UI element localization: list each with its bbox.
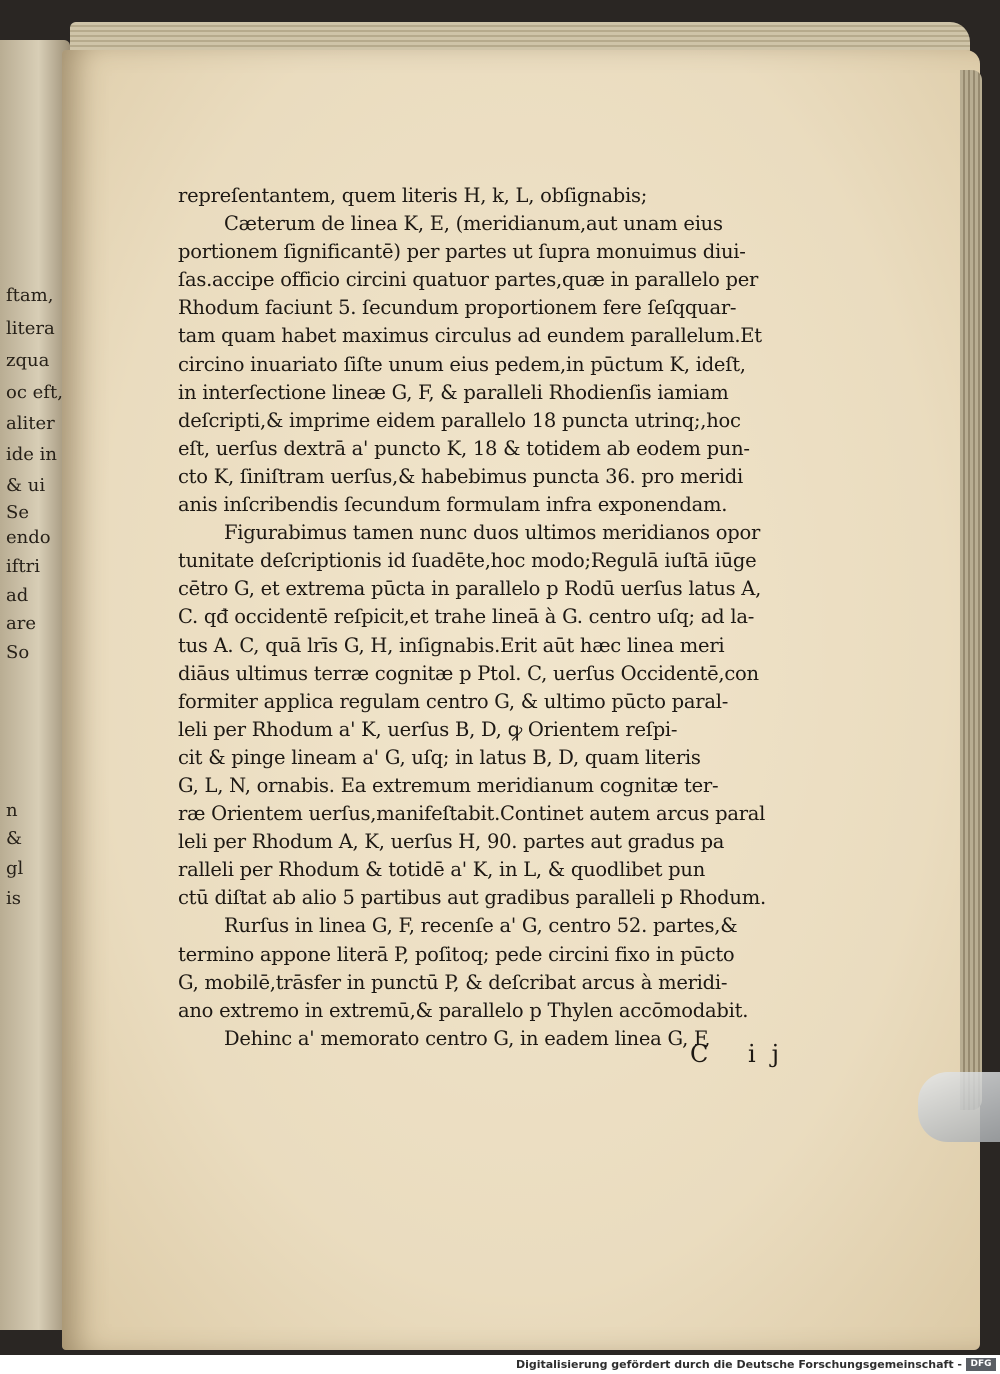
text-line: Cæterum de linea K, E, (meridianum,aut unam eius [224, 212, 723, 236]
text-line: formiter applica regulam centro G, & ultimo pūcto paral- [178, 689, 729, 713]
text-line: tunitate deſcriptionis id ſuadēte,hoc modo;Regulā iuſtā iūge [178, 549, 757, 573]
footer-credit: Digitalisierung gefördert durch die Deutsche Forschungsgemeinschaft - [515, 1358, 962, 1371]
text-line: ralleli per Rhodum & totidē a' K, in L, & quodlibet pun [178, 858, 706, 882]
text-line: portionem ſignificantē) per partes ut ſupra monuimus diui- [178, 240, 746, 264]
text-line: C. qđ occidentē reſpicit,et trahe lineā à G. centro uſq; ad la- [178, 605, 755, 629]
text-line: G, L, N, ornabis. Ea extremum meridianum cognitæ ter- [178, 773, 719, 797]
facing-page-fragment: ad [6, 585, 29, 606]
text-line: Figurabimus tamen nunc duos ultimos meridianos opor [224, 521, 761, 545]
facing-page-fragment: n [6, 800, 18, 821]
text-line: tam quam habet maximus circulus ad eundem parallelum.Et [178, 324, 762, 348]
text-line: circino inuariato ſiſte unum eius pedem,in pūctum K, ideſt, [178, 352, 746, 376]
text-line: in interſectione lineæ G, F, & paralleli Rhodienſis iamiam [178, 380, 729, 404]
text-line: Rurſus in linea G, F, recenſe a' G, centro 52. partes,& [224, 914, 738, 938]
facing-page-fragment: are [6, 613, 36, 634]
facing-page-fragment: litera [6, 318, 55, 339]
text-line: anis inſcribendis ſecundum formulam infra exponendam. [178, 493, 728, 517]
text-line: ræ Orientem uerſus,manifeſtabit.Continet autem arcus paral [178, 802, 766, 826]
text-line: diāus ultimus terræ cognitæ p Ptol. C, uerſus Occidentē,con [178, 661, 759, 685]
facing-page-fragment: Se [6, 502, 29, 523]
facing-page-fragment: ide in [6, 444, 58, 465]
facing-page-fragment: is [6, 888, 21, 909]
text-line: tus A. C, quā lrīs G, H, inſignabis.Erit aūt hæc linea meri [178, 633, 725, 657]
text-line: ſas.accipe officio circini quatuor partes,quæ in parallelo per [178, 268, 759, 292]
text-line: cit & pinge lineam a' G, uſq; in latus B, D, quam literis [178, 745, 701, 769]
dfg-logo: DFG [966, 1358, 996, 1371]
facing-page-fragment: zqua [6, 350, 50, 371]
facing-page-fragment: aliter [6, 413, 55, 434]
book-clip [918, 1072, 1000, 1142]
text-line: ano extremo in extremū,& parallelo p Thylen accōmodabit. [178, 998, 749, 1022]
text-line: leli per Rhodum a' K, uerſus B, D, ꝙ Orientem reſpi- [178, 717, 678, 741]
facing-page-fragment: iftri [6, 556, 41, 577]
facing-page-fragment: & ui [6, 475, 46, 496]
facing-page-fragment: & [6, 828, 23, 849]
signature-mark: C ij [690, 1040, 796, 1068]
text-line: Dehinc a' memorato centro G, in eadem linea G, F, [224, 1026, 711, 1050]
text-line: termino appone literā P, poſitoq; pede circini fixo in pūcto [178, 942, 735, 966]
text-line: ctū diſtat ab alio 5 partibus aut gradibus paralleli p Rhodum. [178, 886, 766, 910]
page-text [178, 182, 818, 1053]
text-line: eſt, uerſus dextrā a' puncto K, 18 & totidem ab eodem pun- [178, 436, 750, 460]
text-line: repreſentantem, quem literis H, k, L, obſignabis; [178, 184, 648, 207]
text-line: Rhodum faciunt 5. ſecundum proportionem fere ſeſqquar- [178, 296, 737, 320]
facing-page-fragment: oc eft, [6, 382, 63, 403]
facing-page-fragment: ftam, [6, 285, 54, 306]
facing-page-fragment: endo [6, 527, 51, 548]
page-edges-right [960, 70, 982, 1110]
text-line: cto K, ſiniſtram uerſus,& habebimus puncta 36. pro meridi [178, 464, 743, 488]
text-line: leli per Rhodum A, K, uerſus H, 90. partes aut gradus pa [178, 830, 725, 854]
text-line: cētro G, et extrema pūcta in parallelo p Rodū uerſus latus A, [178, 577, 762, 601]
facing-page [0, 40, 70, 1330]
facing-page-fragment: gl [6, 858, 24, 879]
footer [0, 1355, 1000, 1374]
facing-page-fragment: So [6, 642, 30, 663]
text-line: G, mobilē,trāsfer in punctū P, & deſcribat arcus à meridi- [178, 970, 728, 994]
text-line: deſcripti,& imprime eidem parallelo 18 puncta utrinq;,hoc [178, 408, 741, 432]
